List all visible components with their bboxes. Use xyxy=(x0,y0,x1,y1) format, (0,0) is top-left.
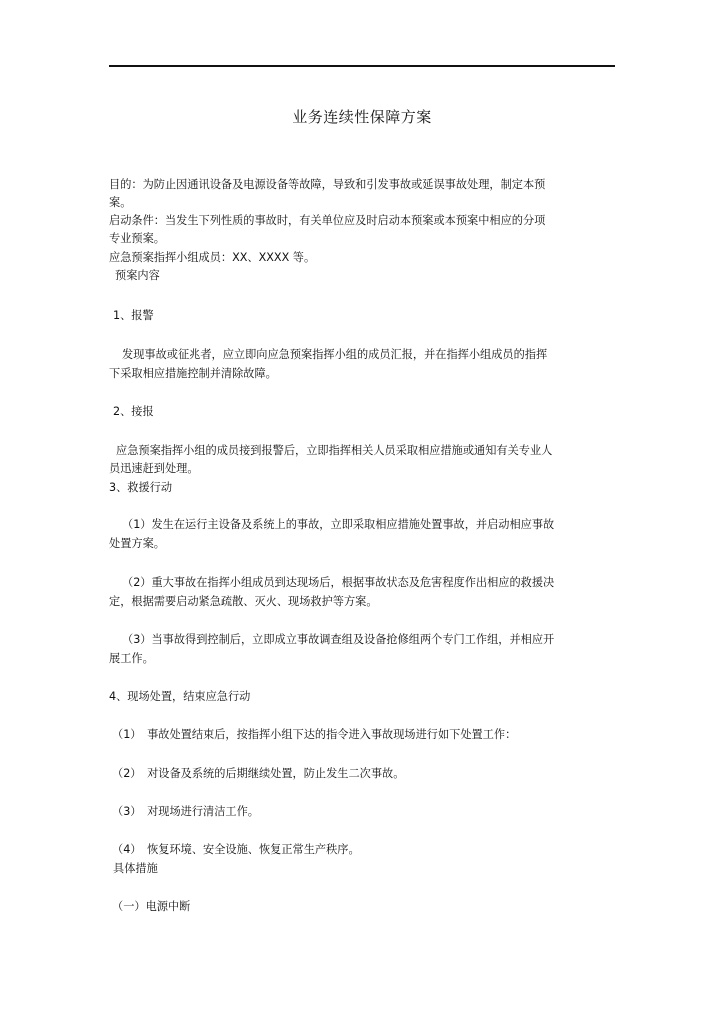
section-label: 具体措施 xyxy=(113,862,158,875)
paragraph-line: 员迅速赶到处理。 xyxy=(109,462,199,475)
section-heading: 4、现场处置，结束应急行动 xyxy=(109,690,251,703)
section-label: 预案内容 xyxy=(115,269,160,282)
paragraph-line: （2）重大事故在指挥小组成员到达现场后，根据事故状态及危害程度作出相应的救援决 xyxy=(122,576,555,589)
list-item: （2） 对设备及系统的后期继续处置，防止发生二次事故。 xyxy=(112,767,405,780)
paragraph-line: （1）发生在运行主设备及系统上的事故，立即采取相应措施处置事故，并启动相应事故 xyxy=(122,518,555,531)
list-item: （4） 恢复环境、安全设施、恢复正常生产秩序。 xyxy=(112,843,360,856)
list-item: （1） 事故处置结束后，按指挥小组下达的指令进入事故现场进行如下处置工作： xyxy=(112,728,517,741)
paragraph-line: 应急预案指挥小组的成员接到报警后，立即指挥相关人员采取相应措施或通知有关专业人 xyxy=(116,444,553,457)
header-rule xyxy=(109,65,615,67)
section-heading: 2、接报 xyxy=(113,405,154,418)
paragraph-line: 定，根据需要启动紧急疏散、灭火、现场救护等方案。 xyxy=(109,595,378,608)
paragraph-line: 案。 xyxy=(109,196,132,209)
section-heading: （一）电源中断 xyxy=(112,900,191,913)
paragraph-line: 处置方案。 xyxy=(109,537,165,550)
paragraph-line: 启动条件：当发生下列性质的事故时，有关单位应及时启动本预案或本预案中相应的分项 xyxy=(109,214,546,227)
section-heading: 1、报警 xyxy=(113,309,154,322)
paragraph-line: 展工作。 xyxy=(109,652,154,665)
paragraph-line: 专业预案。 xyxy=(109,232,165,245)
paragraph-line: 发现事故或征兆者，应立即向应急预案指挥小组的成员汇报，并在指挥小组成员的指挥 xyxy=(122,348,548,361)
paragraph-line: 下采取相应措施控制并清除故障。 xyxy=(109,367,277,380)
section-heading: 3、救援行动 xyxy=(109,481,173,494)
paragraph-line: （3）当事故得到控制后，立即成立事故调查组及设备抢修组两个专门工作组，并相应开 xyxy=(122,633,555,646)
paragraph-line: 应急预案指挥小组成员：XX、XXXX 等。 xyxy=(109,251,316,264)
list-item: （3） 对现场进行清洁工作。 xyxy=(112,805,259,818)
paragraph-line: 目的：为防止因通讯设备及电源设备等故障，导致和引发事故或延误事故处理，制定本预 xyxy=(109,178,546,191)
document-title: 业务连续性保障方案 xyxy=(292,108,432,126)
